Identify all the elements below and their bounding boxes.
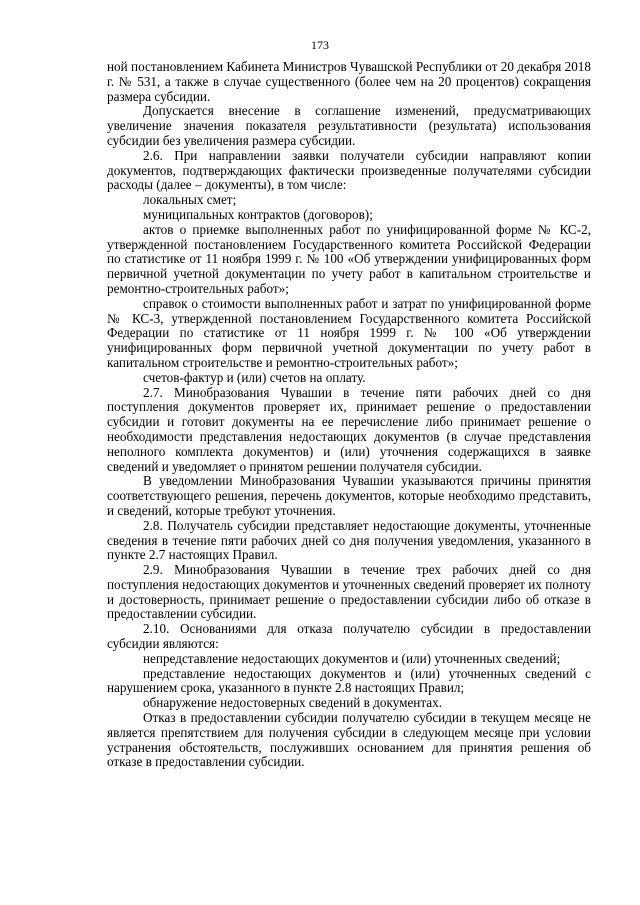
paragraph-2-8: 2.8. Получатель субсидии представляет недостающие документы, уточненные сведения в течение пяти рабочих дней со дня получения уведомления, указанного в пункте 2.7 настоящих Правил.: [107, 517, 591, 563]
paragraph: Допускается внесение в соглашение изменений, предусматривающих увеличение значения показателя результативности (результата) использования субсидии без увеличения размера субсидии.: [107, 103, 591, 148]
list-item: муниципальных контрактов (договоров);: [143, 206, 373, 222]
list-item: представление недостающих документов и (или) уточненных сведений с нарушением срока, указанного в пункте 2.8 настоящих Правил;: [107, 665, 591, 696]
page-number: 173: [311, 38, 329, 52]
list-item: справок о стоимости выполненных работ и затрат по унифицированной форме № КС-3, утвержденной постановлением Государственного комитета Российской Федерации по статистике от 11 ноября 1999 г. № 100 «Об утверждении унифицированных форм первичной учетной документации по учету работ в капитальном строительстве и ремонтно-строительных работ»;: [107, 295, 591, 370]
paragraph: Отказ в предоставлении субсидии получателю субсидии в текущем месяце не является препятствием для получения субсидии в следующем месяце при условии устранения обстоятельств, послуживших основанием для принятия решения об отказе в предоставлении субсидии.: [107, 710, 591, 770]
document-body: [107, 60, 591, 770]
paragraph-2-9: 2.9. Минобразования Чувашии в течение трех рабочих дней со дня поступления недостающих документов и уточненных сведений проверяет их полноту и достоверность, принимает решение о предоставлении субсидии либо об отказе в предоставлении субсидии.: [107, 562, 591, 622]
paragraph-2-7: 2.7. Минобразования Чувашии в течение пяти рабочих дней со дня поступления документов проверяет их, принимает решение о предоставлении субсидии и готовит документы на ее перечисление либо принимает решение о необходимости представления недостающих документов (в случае представления неполного комплекта документов) и (или) уточнения содержащихся в заявке сведений и уведомляет о принятом решении получателя субсидии.: [107, 384, 591, 474]
list-item: актов о приемке выполненных работ по унифицированной форме № КС-2, утвержденной постановлением Государственного комитета Российской Федерации по статистике от 11 ноября 1999 г. № 100 «Об утверждении унифицированных форм первичной учетной документации по учету работ в капитальном строительстве и ремонтно-строительных работ»;: [107, 221, 591, 296]
paragraph-2-6: 2.6. При направлении заявки получатели субсидии направляют копии документов, подтверждающих фактически произведенные получателями субсидии расходы (далее – документы), в том числе:: [107, 147, 591, 193]
paragraph-2-10: 2.10. Основаниями для отказа получателю субсидии в предоставлении субсидии являются:: [107, 621, 591, 652]
list-item: непредставление недостающих документов и (или) уточненных сведений;: [143, 650, 561, 666]
list-item: локальных смет;: [143, 192, 237, 208]
paragraph: В уведомлении Минобразования Чувашии указываются причины принятия соответствующего решения, перечень документов, которые необходимо представить, и сведений, которые требуют уточнения.: [107, 473, 591, 518]
paragraph-continuation: ной постановлением Кабинета Министров Чувашской Республики от 20 декабря 2018 г. № 531, а также в случае существенного (более чем на 20 процентов) сокращения размера субсидии.: [107, 59, 591, 104]
list-item: счетов-фактур и (или) счетов на оплату.: [143, 369, 366, 385]
list-item: обнаружение недостоверных сведений в документах.: [143, 695, 443, 711]
